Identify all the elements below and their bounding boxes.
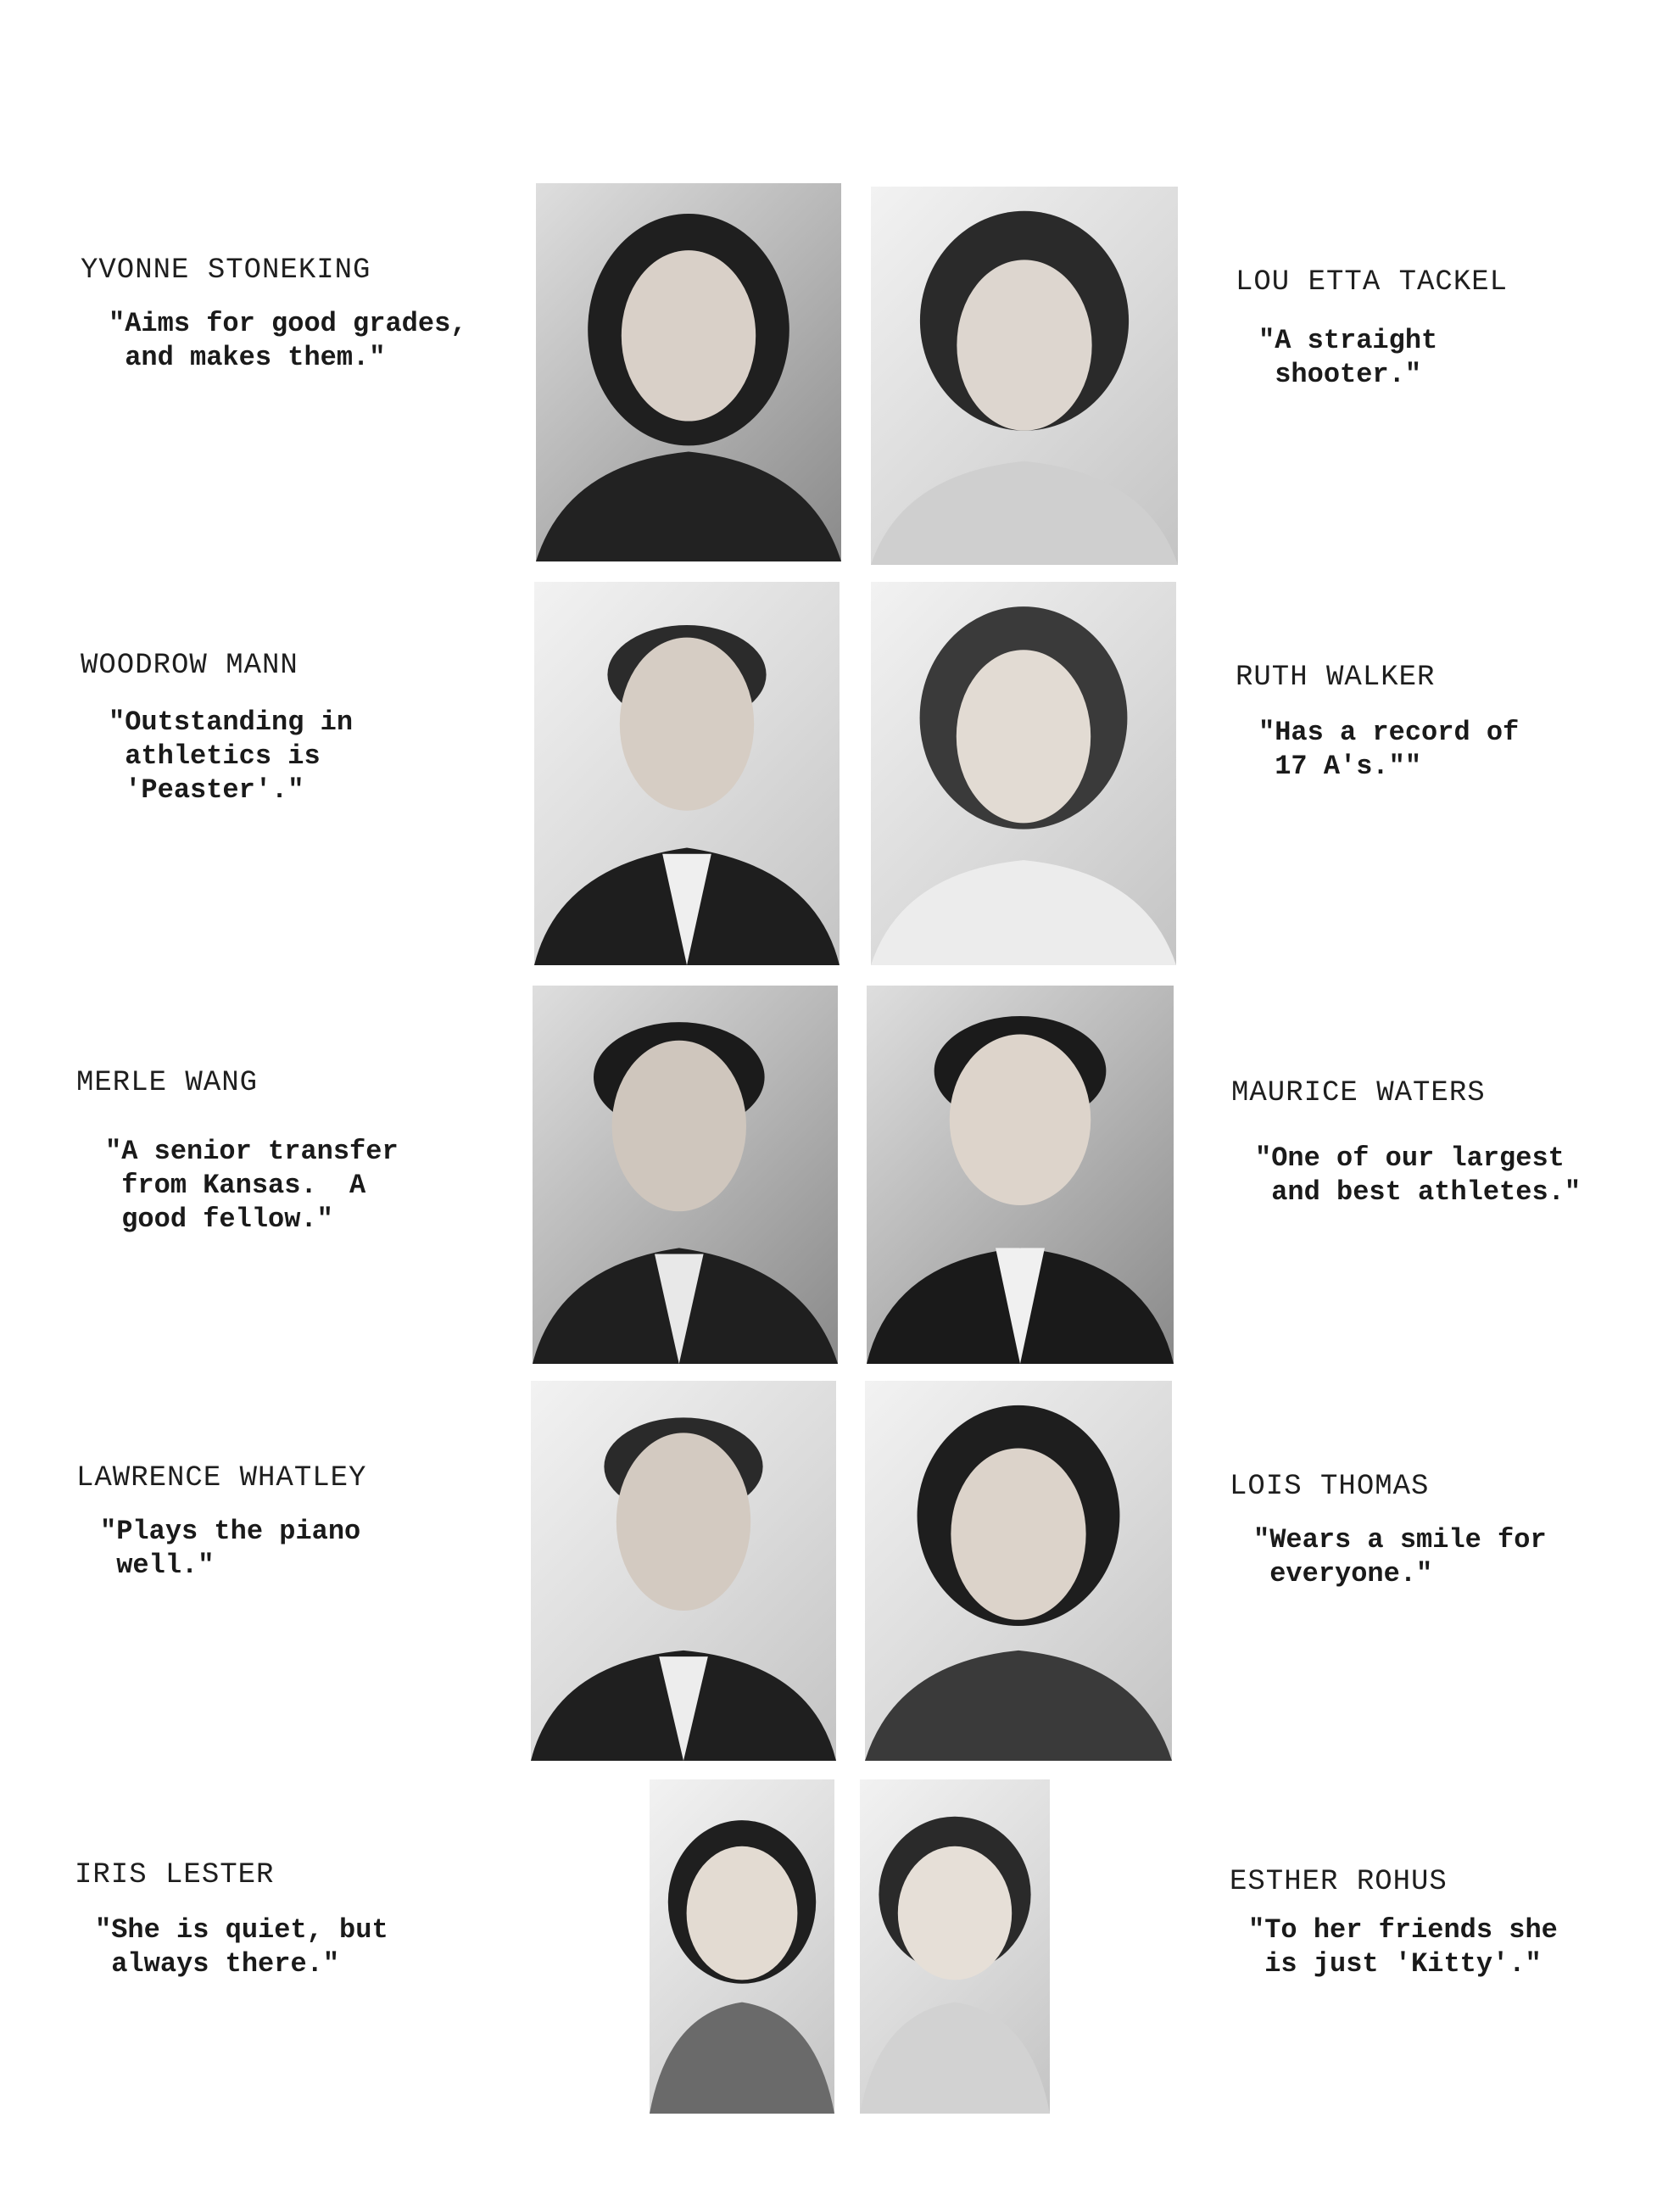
student-photo bbox=[536, 183, 841, 561]
student-photo bbox=[531, 1381, 836, 1761]
male-portrait-icon bbox=[533, 986, 838, 1364]
student-quote: "Plays the piano well." bbox=[100, 1516, 361, 1581]
student-photo bbox=[871, 187, 1178, 565]
student-name: ESTHER ROHUS bbox=[1230, 1866, 1448, 1898]
female-portrait-icon bbox=[865, 1381, 1172, 1761]
student-quote: "One of our largest and best athletes." bbox=[1255, 1142, 1582, 1208]
female-portrait-icon bbox=[871, 582, 1176, 965]
student-quote: "To her friends she is just 'Kitty'." bbox=[1248, 1914, 1558, 1980]
student-name: MAURICE WATERS bbox=[1231, 1077, 1486, 1109]
male-portrait-icon bbox=[867, 986, 1174, 1364]
student-photo bbox=[534, 582, 840, 965]
female-portrait-icon bbox=[536, 183, 841, 561]
student-name: LAWRENCE WHATLEY bbox=[76, 1462, 367, 1494]
student-name: MERLE WANG bbox=[76, 1067, 259, 1099]
student-name: LOU ETTA TACKEL bbox=[1236, 266, 1509, 299]
female-portrait-icon bbox=[650, 1779, 834, 2114]
student-photo bbox=[865, 1381, 1172, 1761]
student-name: WOODROW MANN bbox=[81, 650, 298, 682]
student-photo bbox=[533, 986, 838, 1364]
female-portrait-icon bbox=[871, 187, 1178, 565]
student-quote: "A straight shooter." bbox=[1258, 325, 1438, 390]
student-quote: "Wears a smile for everyone." bbox=[1253, 1524, 1547, 1589]
student-photo bbox=[860, 1779, 1050, 2114]
student-quote: "Has a record of 17 A's."" bbox=[1258, 717, 1520, 782]
student-name: RUTH WALKER bbox=[1236, 662, 1436, 694]
student-quote: "Outstanding in athletics is 'Peaster'." bbox=[109, 707, 354, 806]
student-name: IRIS LESTER bbox=[75, 1859, 275, 1891]
student-quote: "Aims for good grades, and makes them." bbox=[109, 308, 467, 373]
student-quote: "A senior transfer from Kansas. A good fellow." bbox=[105, 1136, 399, 1235]
student-name: LOIS THOMAS bbox=[1230, 1471, 1430, 1503]
student-quote: "She is quiet, but always there." bbox=[95, 1914, 388, 1980]
female-portrait-icon bbox=[860, 1779, 1050, 2114]
male-portrait-icon bbox=[531, 1381, 836, 1761]
student-name: YVONNE STONEKING bbox=[81, 254, 371, 287]
student-photo bbox=[867, 986, 1174, 1364]
student-photo bbox=[871, 582, 1176, 965]
student-photo bbox=[650, 1779, 834, 2114]
male-portrait-icon bbox=[534, 582, 840, 965]
